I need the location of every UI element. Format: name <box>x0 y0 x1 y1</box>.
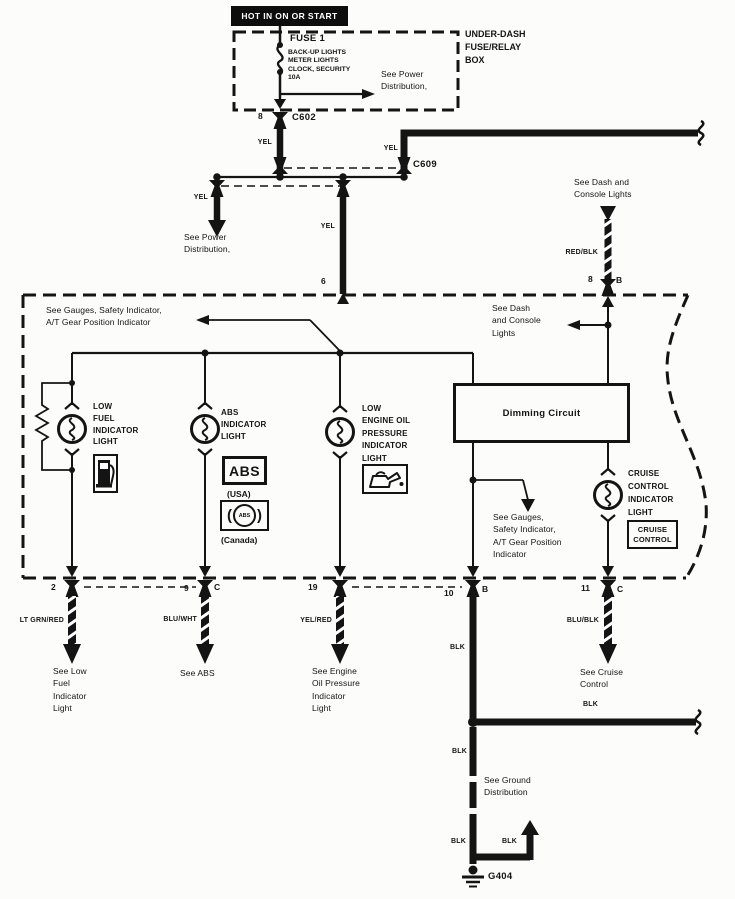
pin11c-label: C <box>617 584 624 594</box>
wire-label-blu-blk: BLU/BLK <box>566 617 599 624</box>
continuation-squiggle-icon-bottom <box>696 710 701 734</box>
c602-connector-icon <box>272 112 288 129</box>
oil-label: LOW ENGINE OIL PRESSURE INDICATOR LIGHT <box>362 404 411 463</box>
pin9-connector-icon <box>197 580 213 597</box>
wire-label-yel-red: YEL/RED <box>300 617 332 624</box>
usa-label: (USA) <box>227 489 251 499</box>
oil-can-icon <box>365 468 405 491</box>
see-low-fuel-note: See Low Fuel Indicator Light <box>53 666 87 714</box>
see-dash-inner-note: See Dash and Console Lights <box>492 303 541 338</box>
hot-in-on-banner: HOT IN ON OR START <box>231 6 348 26</box>
see-ground-note: See Ground Distribution <box>484 775 531 798</box>
see-gauges-top-note: See Gauges, Safety Indicator, A/T Gear Position Indicator <box>46 305 162 328</box>
bottom-pin-arrows <box>66 566 614 577</box>
pin10-label: 10 <box>444 588 454 598</box>
wire-label-yel-2: YEL <box>383 145 398 152</box>
pin11-label: 11 <box>581 583 590 593</box>
see-dash-top-note: See Dash and Console Lights <box>574 177 632 200</box>
wire-label-blu-wht: BLU/WHT <box>163 616 197 623</box>
wire-label-blk-4: BLK <box>451 838 466 845</box>
red-blk-interior <box>567 296 614 383</box>
fuse-name: FUSE 1 <box>290 33 326 44</box>
pin6-connector-icon <box>335 180 351 197</box>
wire-label-blk-2: BLK <box>583 701 598 708</box>
see-cruise-note: See Cruise Control <box>580 667 624 690</box>
cruise-control-badge <box>627 520 678 549</box>
abs-usa-badge <box>222 456 267 485</box>
pin19-label: 19 <box>308 582 318 592</box>
fuse-exit-arrow <box>274 99 286 109</box>
ground-icon <box>462 866 484 887</box>
wire-label-blk-1: BLK <box>450 644 465 651</box>
red-blk-from-arrow <box>600 206 616 221</box>
interior-bus <box>72 350 473 357</box>
pin19-connector-icon <box>332 580 348 597</box>
see-power-left-note: See Power Distribution, <box>184 232 231 255</box>
pin8b-label: 8 <box>588 274 593 284</box>
abs-label: ABS INDICATOR LIGHT <box>221 408 267 441</box>
low-fuel-branch <box>36 353 75 566</box>
fuse-circuits: BACK-UP LIGHTS METER LIGHTS CLOCK, SECURITY 10A <box>288 49 351 81</box>
c609-label: C609 <box>413 159 437 170</box>
fuel-pump-icon <box>96 457 116 490</box>
fusebox-see-power-note: See Power Distribution, <box>381 69 428 92</box>
oil-can-icon-badge <box>362 464 408 494</box>
left-branch-connector-icon <box>209 180 225 197</box>
pin11-connector-icon <box>600 580 616 597</box>
exit-wires <box>63 596 617 664</box>
pin10b-label: B <box>482 584 489 594</box>
see-abs-note: See ABS <box>180 668 215 678</box>
wire-label-blk-5: BLK <box>502 838 517 845</box>
pin2-connector-icon <box>64 580 80 597</box>
pin10-connector-icon <box>465 580 481 597</box>
cruise-label: CRUISE CONTROL INDICATOR LIGHT <box>628 469 674 517</box>
fuel-pump-icon-badge <box>93 454 118 493</box>
g404-label: G404 <box>488 871 513 882</box>
fuse-branch-see-power-arrow <box>280 89 375 99</box>
c602-bus-connector-icon <box>272 157 288 174</box>
c602-label: C602 <box>292 112 316 123</box>
dimming-circuit-box: Dimming Circuit <box>453 383 630 443</box>
wire-label-yel-4: YEL <box>320 223 335 230</box>
wire-yel-c609 <box>404 133 698 172</box>
c609-connector-icon <box>396 157 412 174</box>
oil-lamp-icon <box>327 406 354 458</box>
abs-canada-badge <box>220 500 269 531</box>
low-fuel-label: LOW FUEL INDICATOR LIGHT <box>93 402 139 447</box>
blk-ground-run <box>468 596 696 864</box>
abs-usa-badge-label: ABS <box>228 462 261 479</box>
abs-lamp-icon <box>192 403 219 455</box>
pin9-label: 9 <box>184 583 189 593</box>
abs-canada-paren-left: ( <box>227 507 232 524</box>
cruise-lamp-icon <box>595 469 622 521</box>
wire-label-blk-3: BLK <box>452 748 467 755</box>
abs-canada-icon: ABS <box>233 504 256 527</box>
pin2-label: 2 <box>51 582 56 592</box>
see-gauges-inner-note: See Gauges, Safety Indicator, A/T Gear Position Indicator <box>493 512 562 560</box>
fuse-symbol <box>277 24 283 99</box>
continuation-squiggle-icon <box>699 121 704 145</box>
wire-label-red-blk: RED/BLK <box>565 249 598 256</box>
pin8-label: 8 <box>258 111 263 121</box>
cruise-badge-line1: CRUISE <box>637 525 668 535</box>
wire-label-yel-3: YEL <box>193 194 208 201</box>
cruise-badge-line2: CONTROL <box>633 534 672 544</box>
under-dash-box-label: UNDER-DASH FUSE/RELAY BOX <box>465 29 526 65</box>
low-fuel-lamp-icon <box>59 403 86 455</box>
pin6-label: 6 <box>321 276 326 286</box>
abs-canada-paren-right: ) <box>257 507 262 524</box>
pin9c-label: C <box>214 582 221 592</box>
see-gauges-top-arrow <box>196 315 340 351</box>
pin-b-connector-icon <box>600 279 616 296</box>
pinB-label: B <box>616 275 623 285</box>
see-engine-note: See Engine Oil Pressure Indicator Light <box>312 666 360 714</box>
wire-label-yel-1: YEL <box>257 139 272 146</box>
wire-label-lt-grn-red: LT GRN/RED <box>19 617 64 624</box>
splice-bus <box>213 168 408 186</box>
canada-label: (Canada) <box>221 535 258 545</box>
